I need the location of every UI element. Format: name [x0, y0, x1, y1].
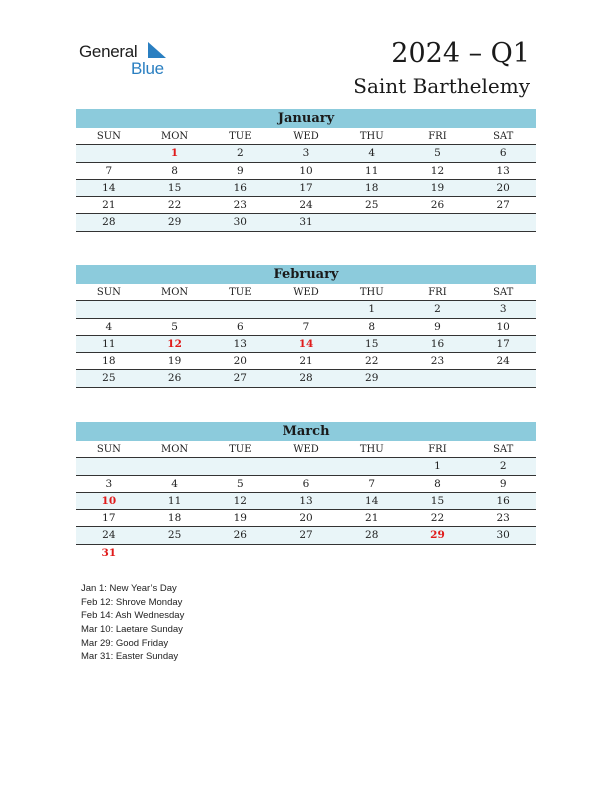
- day-cell: 11: [102, 337, 116, 350]
- empty-day-cell: [207, 545, 273, 562]
- day-cell: 24: [102, 529, 116, 542]
- day-cell: 14: [102, 181, 116, 194]
- empty-day-cell: [339, 214, 405, 230]
- day-cell: 23: [233, 199, 247, 212]
- month-calendar-january: [76, 109, 536, 232]
- empty-day-cell: [339, 545, 405, 562]
- weekday-header-row: [76, 284, 536, 301]
- day-cell: 16: [496, 494, 510, 507]
- weekday-label: FRI: [428, 131, 447, 142]
- week-row: [76, 301, 536, 318]
- weekday-label: FRI: [428, 444, 447, 455]
- weekday-label: FRI: [428, 287, 447, 298]
- day-cell: 2: [236, 147, 244, 160]
- weekday-label: SAT: [493, 444, 514, 455]
- day-cell: 21: [365, 512, 379, 525]
- page-title: 2024 – Q1: [391, 38, 530, 69]
- empty-day-cell: [470, 214, 536, 230]
- day-cell: 26: [233, 529, 247, 542]
- day-cell: 3: [499, 303, 507, 316]
- day-cell: 10: [299, 164, 313, 177]
- holiday-notes: [81, 582, 184, 664]
- day-cell: 31: [299, 216, 313, 229]
- day-cell: 11: [167, 494, 182, 507]
- day-cell: 25: [102, 372, 116, 385]
- empty-day-cell: [273, 301, 339, 317]
- day-cell: 28: [365, 529, 379, 542]
- day-cell: 20: [299, 512, 313, 525]
- week-row: [76, 353, 536, 370]
- day-cell: 15: [167, 181, 182, 194]
- week-row: [76, 510, 536, 527]
- week-row: [76, 214, 536, 231]
- month-calendar-march: [76, 422, 536, 562]
- empty-day-cell: [142, 458, 208, 474]
- day-cell: 8: [171, 164, 178, 177]
- empty-day-cell: [470, 370, 536, 386]
- day-cell: 12: [430, 164, 445, 177]
- day-cell: 13: [299, 494, 313, 507]
- weekday-label: SUN: [96, 287, 121, 298]
- day-cell: 1: [434, 460, 441, 473]
- day-cell: 6: [236, 320, 244, 333]
- empty-day-cell: [207, 458, 273, 474]
- empty-day-cell: [405, 545, 471, 562]
- empty-day-cell: [273, 458, 339, 474]
- empty-day-cell: [405, 214, 471, 230]
- day-cell: 12: [233, 494, 247, 507]
- day-cell: 9: [499, 477, 507, 490]
- holiday-day-cell: 29: [430, 529, 445, 542]
- day-cell: 23: [496, 512, 510, 525]
- day-cell: 2: [434, 303, 441, 316]
- day-cell: 18: [102, 355, 116, 368]
- weekday-header-row: [76, 441, 536, 458]
- logo-triangle-icon: [148, 42, 168, 60]
- day-cell: 7: [302, 320, 310, 333]
- week-row: [76, 527, 536, 544]
- week-row: [76, 458, 536, 475]
- day-cell: 22: [167, 199, 182, 212]
- day-cell: 21: [299, 355, 313, 368]
- day-cell: 11: [365, 164, 379, 177]
- day-cell: 29: [365, 372, 379, 385]
- day-cell: 9: [236, 164, 244, 177]
- day-cell: 29: [167, 216, 182, 229]
- day-cell: 30: [233, 216, 247, 229]
- weekday-label: SUN: [96, 131, 121, 142]
- day-cell: 13: [496, 164, 510, 177]
- week-row: [76, 545, 536, 562]
- day-cell: 27: [496, 199, 510, 212]
- empty-day-cell: [405, 370, 471, 386]
- holiday-note: Mar 29: Good Friday: [81, 637, 169, 649]
- day-cell: 8: [368, 320, 376, 333]
- week-row: [76, 336, 536, 353]
- day-cell: 6: [302, 477, 310, 490]
- weekday-label: SAT: [493, 131, 514, 142]
- weekday-label: THU: [359, 287, 384, 298]
- day-cell: 5: [434, 147, 441, 160]
- empty-day-cell: [339, 458, 405, 474]
- week-row: [76, 493, 536, 510]
- empty-day-cell: [76, 301, 142, 317]
- day-cell: 2: [499, 460, 507, 473]
- day-cell: 24: [299, 199, 313, 212]
- empty-day-cell: [142, 545, 208, 562]
- day-cell: 25: [167, 529, 182, 542]
- day-cell: 21: [102, 199, 116, 212]
- weekday-label: MON: [160, 131, 189, 142]
- weekday-label: TUE: [229, 131, 252, 142]
- day-cell: 9: [434, 320, 441, 333]
- logo-word-blue: Blue: [131, 59, 164, 78]
- weekday-label: SAT: [493, 287, 514, 298]
- day-cell: 17: [299, 181, 313, 194]
- day-cell: 20: [233, 355, 247, 368]
- day-cell: 18: [167, 512, 182, 525]
- holiday-note: Jan 1: New Year’s Day: [81, 583, 177, 594]
- day-cell: 30: [496, 529, 510, 542]
- week-row: [76, 370, 536, 387]
- day-cell: 10: [496, 320, 510, 333]
- day-cell: 25: [365, 199, 379, 212]
- week-row: [76, 145, 536, 162]
- holiday-note: Feb 12: Shrove Monday: [81, 596, 183, 608]
- holiday-day-cell: 10: [101, 494, 117, 507]
- holiday-note: Mar 31: Easter Sunday: [81, 651, 179, 663]
- month-header: March: [76, 422, 536, 441]
- holiday-day-cell: 1: [170, 147, 179, 160]
- day-cell: 27: [299, 529, 313, 542]
- weekday-label: WED: [293, 287, 319, 298]
- day-cell: 15: [430, 494, 445, 507]
- day-cell: 19: [233, 512, 247, 525]
- empty-day-cell: [76, 458, 142, 474]
- week-row: [76, 180, 536, 197]
- weekday-label: SUN: [96, 444, 121, 455]
- weekday-label: WED: [293, 444, 319, 455]
- week-row: [76, 319, 536, 336]
- day-cell: 24: [496, 355, 510, 368]
- holiday-note: Mar 10: Laetare Sunday: [81, 624, 183, 636]
- weekday-label: THU: [359, 131, 384, 142]
- brand-logo: [79, 40, 179, 80]
- day-cell: 27: [233, 372, 247, 385]
- holiday-day-cell: 31: [101, 546, 117, 559]
- weekday-label: TUE: [229, 444, 252, 455]
- day-cell: 17: [102, 512, 116, 525]
- month-header: February: [76, 265, 536, 284]
- weekday-label: MON: [160, 444, 189, 455]
- empty-day-cell: [76, 145, 142, 161]
- empty-day-cell: [142, 301, 208, 317]
- weekday-header-row: [76, 128, 536, 145]
- day-cell: 5: [236, 477, 244, 490]
- day-cell: 6: [499, 147, 507, 160]
- empty-day-cell: [273, 545, 339, 562]
- weekday-label: TUE: [229, 287, 252, 298]
- day-cell: 22: [430, 512, 445, 525]
- weekday-label: THU: [359, 444, 384, 455]
- day-cell: 4: [105, 320, 113, 333]
- empty-day-cell: [207, 301, 273, 317]
- day-cell: 19: [430, 181, 445, 194]
- day-cell: 22: [365, 355, 379, 368]
- day-cell: 14: [365, 494, 379, 507]
- empty-day-cell: [470, 545, 536, 562]
- holiday-day-cell: 14: [298, 337, 314, 350]
- page-subtitle: Saint Barthelemy: [353, 74, 530, 98]
- month-header: January: [76, 109, 536, 128]
- day-cell: 28: [299, 372, 313, 385]
- holiday-day-cell: 12: [167, 337, 182, 350]
- day-cell: 15: [365, 337, 379, 350]
- day-cell: 7: [368, 477, 376, 490]
- day-cell: 26: [430, 199, 445, 212]
- day-cell: 3: [302, 147, 310, 160]
- day-cell: 13: [233, 337, 247, 350]
- day-cell: 3: [105, 477, 113, 490]
- logo-word-general: General: [79, 42, 138, 61]
- day-cell: 4: [368, 147, 376, 160]
- week-row: [76, 197, 536, 214]
- month-calendar-february: [76, 265, 536, 388]
- day-cell: 7: [105, 164, 113, 177]
- week-row: [76, 163, 536, 180]
- day-cell: 23: [430, 355, 445, 368]
- day-cell: 5: [171, 320, 178, 333]
- day-cell: 17: [496, 337, 510, 350]
- weekday-label: MON: [160, 287, 189, 298]
- day-cell: 20: [496, 181, 510, 194]
- day-cell: 8: [434, 477, 441, 490]
- weekday-label: WED: [293, 131, 319, 142]
- holiday-note: Feb 14: Ash Wednesday: [81, 610, 185, 622]
- day-cell: 18: [365, 181, 379, 194]
- day-cell: 4: [171, 477, 178, 490]
- day-cell: 28: [102, 216, 116, 229]
- day-cell: 19: [167, 355, 182, 368]
- day-cell: 16: [233, 181, 247, 194]
- day-cell: 26: [167, 372, 182, 385]
- day-cell: 16: [430, 337, 445, 350]
- day-cell: 1: [368, 303, 376, 316]
- week-row: [76, 476, 536, 493]
